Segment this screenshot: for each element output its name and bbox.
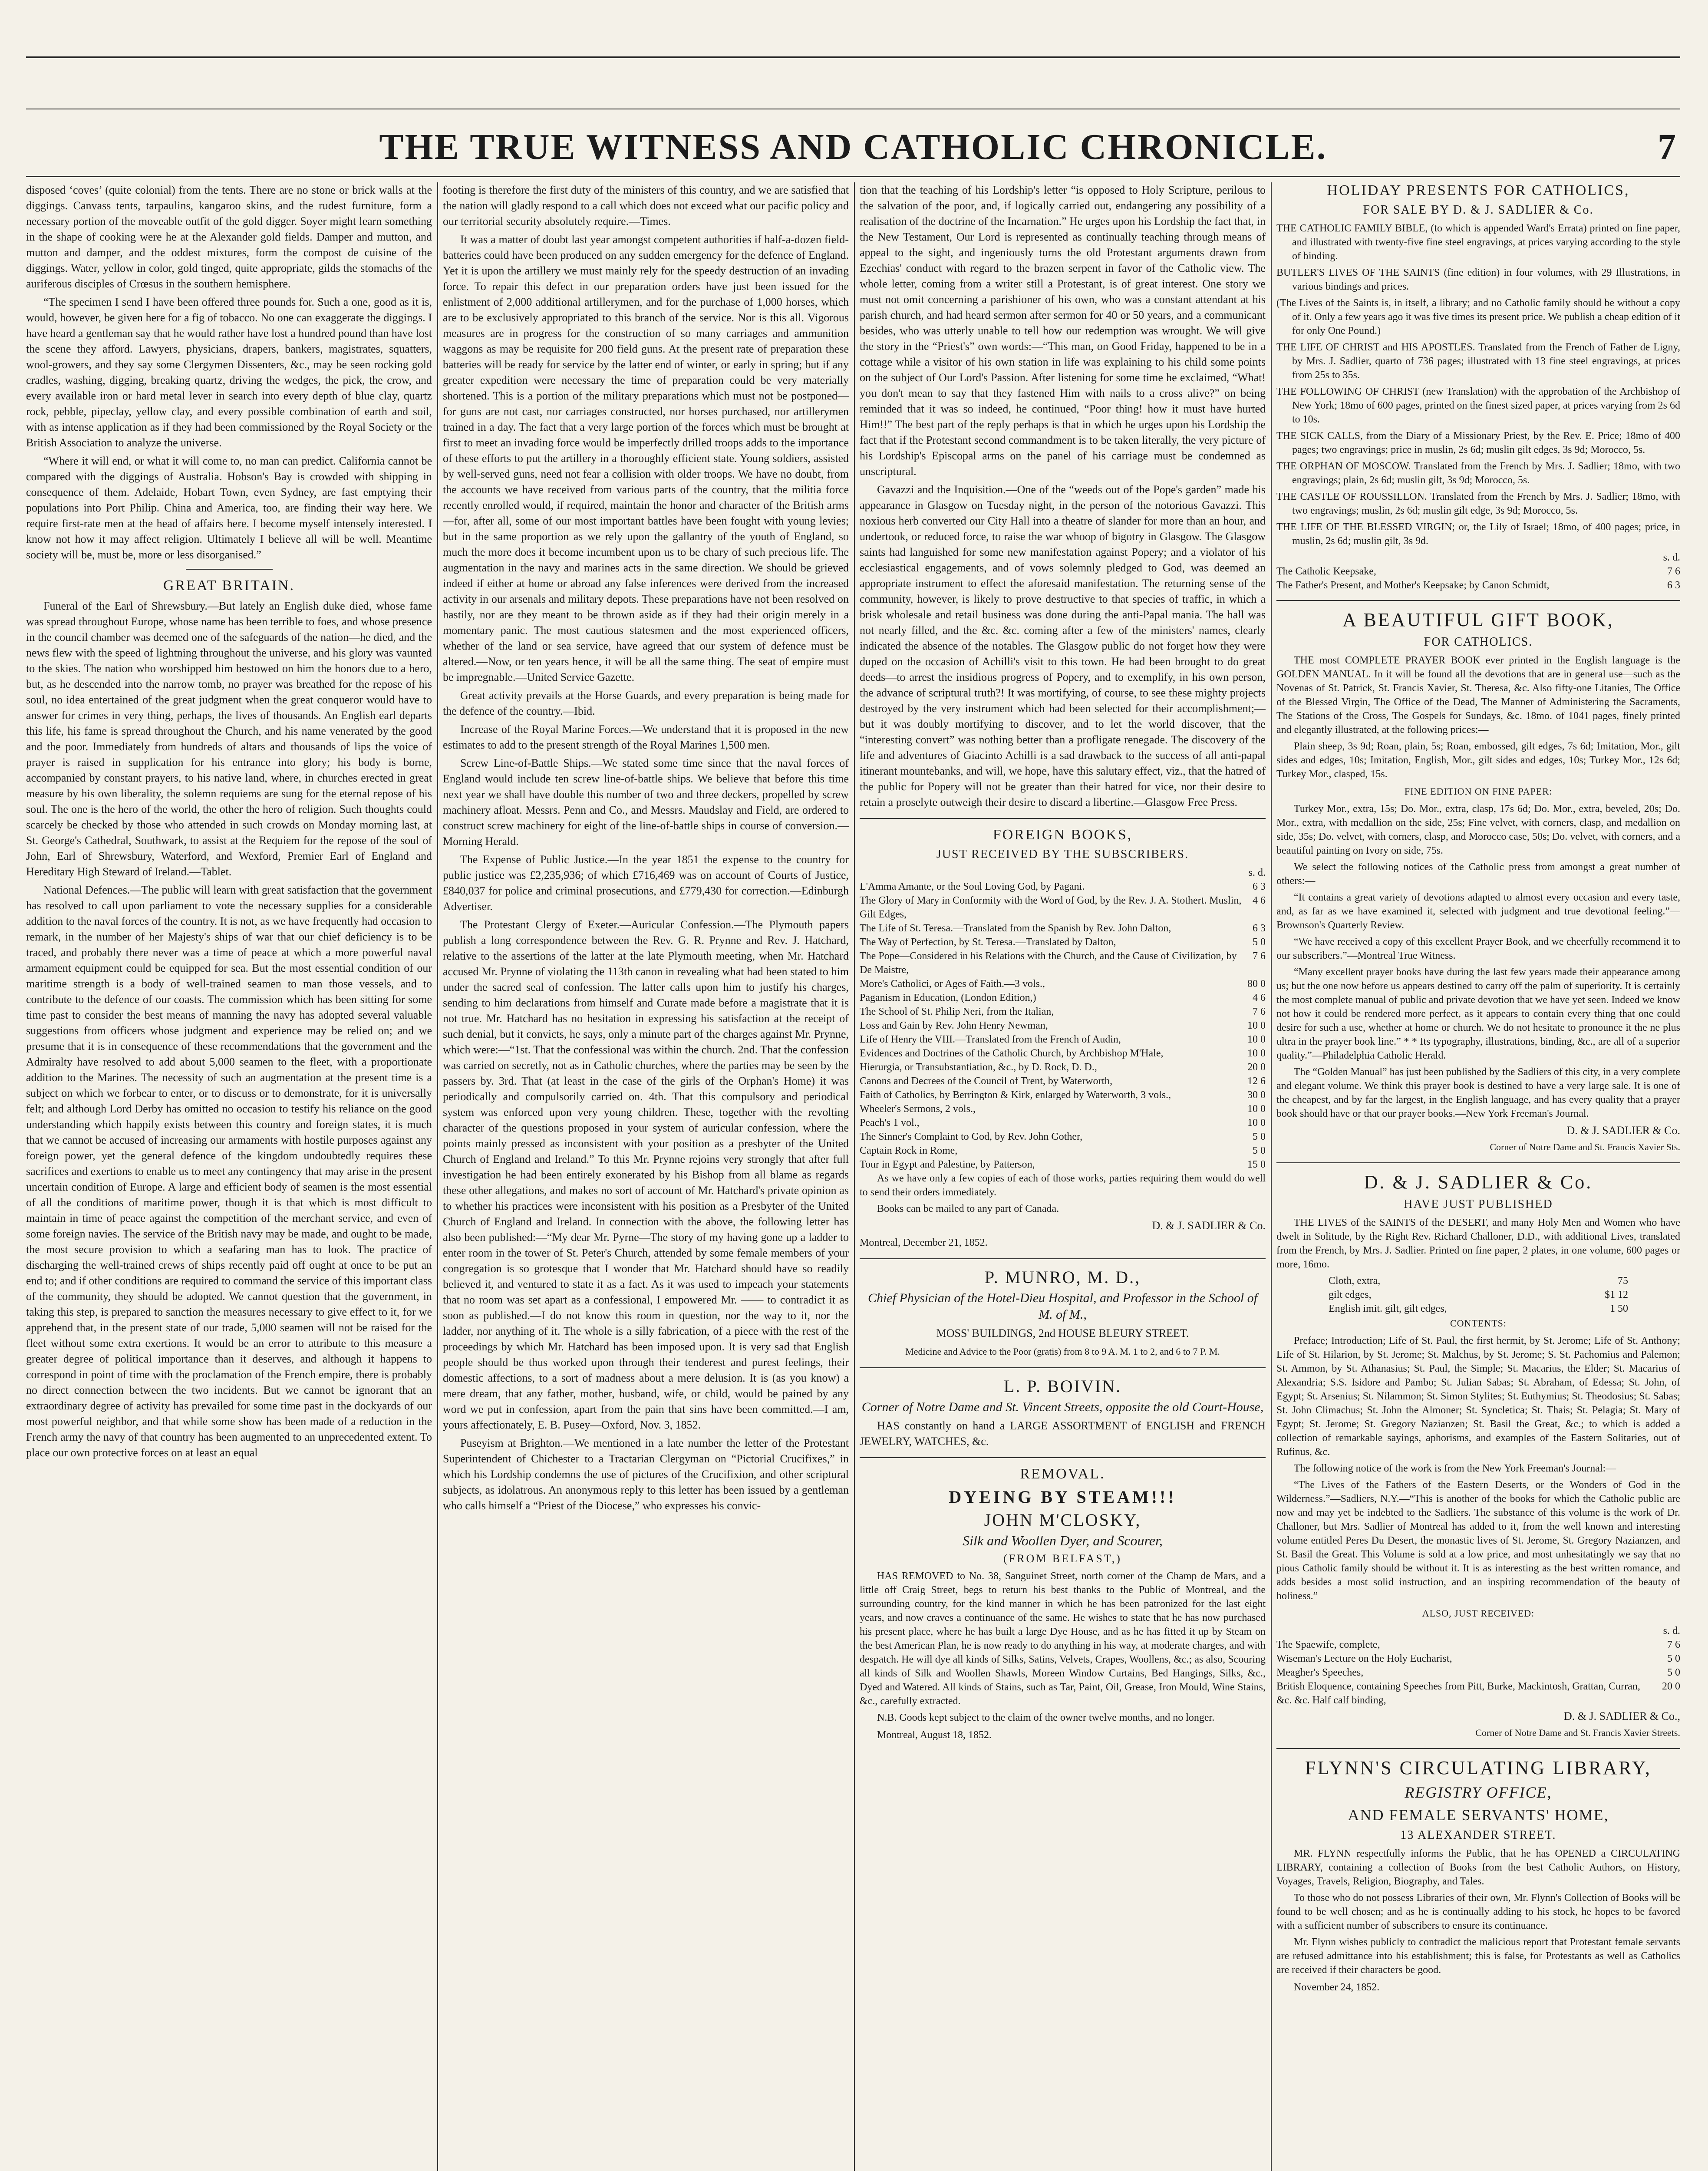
ad-name: JOHN M'CLOSKY, [984,1510,1141,1530]
article-paragraph: The Protestant Clergy of Exeter.—Auricular Confession.—The Plymouth papers publish a long correspondence between the Rev. G. R. Prynne and Rev. J. Hatchard, relative to the assertions of the latter at the late Plymouth meeting, when Mr. Hatchard accused Mr. Prynne of violating the 113th canon in revealing what had been stated to him under the sacred seal of confession. The latter calls upon him to justify his charges, sending to him declarations from himself and Curate made before a magistrate that it is not true. Mr. Hatchard has no hesitation in expressing his satisfaction at the receipt of such denial, but it convicts, he says, only a minute part of the charges against Mr. Prynne, which were:—“1st. That the confessional was within the church. 2nd. That the confession was carried on secretly, not as in Catholic churches, where the parties may be seen by the passers by. 3rd. That (at least in the case of the girls of the Orphan's Home) it was periodically and compulsorily carried on. 4th. That this compulsory and periodical system was enforced upon very young children. These, together with the revolting character of the questions proposed in your system of auricular confession, where the points mainly pressed as inconsistent with your position as a presbyter of the United Church of England and Ireland.” To this Mr. Prynne rejoins very strongly that after full investigation he had been entirely exonerated by his Bishop from all blame as regards these other allegations, and makes no sort of account of Mr. Hatchard's private opinion as to whether his practices were inconsistent with his position as a Presbyter of the United Church of England and Ireland. In connection with the above, the following letter has also been published:—“My dear Mr. Pyrne—The story of my having gone up a ladder to enter room in the tower of St. Peter's Church, attended by some female members of your congregation is so grotesque that I wonder that Mr. Hatchard should have so readily believed it, and ventured to state it as a fact. As it was used to impeach your statements that no room was set apart as a confessional, I empowered Mr. —— to contradict it as soon as published.—I do not know this room in question, nor the way to it, nor the ladder, nor anything of it. The whole is a silly fabrication, of a piece with the rest of the proceedings by which Mr. Hatchard has been imposed upon. It is very sad that English people should be thus worked upon through their tenderest and purest feelings, their domestic affections, to a sort of madness about a mere delusion. It is (as you know) a mere dream, that any father, mother, husband, wife, or child, would be pained by any word we put in confession, apart from the pain that sins have been committed.—I am, yours affectionately, E. B. Pusey—Oxford, Nov. 3, 1852. [443,918,849,1431]
book-entry: THE LIFE OF THE BLESSED VIRGIN; or, the Lily of Israel; 18mo, of 400 pages; price, in muslin, 2s 6d; muslin gilt, 3s 9d. [1276,521,1680,547]
book-entry [860,1130,1266,1144]
review-list [1276,860,1680,1121]
article-paragraph: National Defences.—The public will learn with great satisfaction that the government has resolved to call upon parliament to vote the necessary supplies for a considerable addition to the naval forces of the country. It is not, as we have frequently had occasion to remark, in the number of her Majesty's ships of war that our chief deficiency is to be traced, and probably there never was a time of peace at which a more powerful naval armament equipment could be equipped for sea. But the most essential condition of our maritime strength is a body of well-trained seamen to man those vessels, and to contribute to the defence of our coasts. The commission which has been sitting for some time past to consider the best means of manning the navy has adopted several valuable suggestions from officers whose judgment and experience may be relied on; and we presume that it is in consequence of these recommendations that the government and the Admiralty have resolved to add about 5,000 seamen to the fleet, with a proportionate addition to the Marines. The necessity of such an augmentation at the present time is a subject on which we forbear to enter, or to discuss or to demonstrate, for it is universally felt; and although Lord Derby has omitted no occasion to testify his reliance on the good understanding which happily exists between this country and foreign states, it is much that we cannot be accused of increasing our armaments with hostile purposes against any foreign power, yet the general defence of the kingdom undoubtedly requires these sacrifices and exertions to enable us to meet any contingency that may arise in the present uncertain condition of Europe. A large and efficient body of seamen is the most essential of all the conditions of maritime power, though it is that which is most difficult to maintain in time of peace against the competition of the merchant service, and even of some foreign navies. The service of the British navy may be made, and ought to be made, the most secure provision to which a seafaring man has to look. The practice of discharging the well-trained crews of ships recently paid off ought at once to be put an end to; and if other conditions are required to command the service of this important class of the community, they should be adopted. We cannot question that the government, in taking this step, is prepared to sanction the measures necessary to give effect to it, for we apprehend that, in the present state of our trade, 5,000 seamen will not be raised for the fleet without some extra exertions. It would be an error to attribute to this measure a greater degree of political importance than it deserves, and although it happens to correspond in point of time with the proclamation of the French empire, there is probably no direct connection between the two incidents. But we cannot be ignorant that an extraordinary degree of activity has prevailed for some time past in the dockyards of our most powerful neighbor, and that while some show has been made of a reduction in the French army the navy of that country has been augmented to an unprecedented extent. To place our own protective forces on at least an equal [26,884,432,1459]
book-title: Wheeler's Sermons, 2 vols., [860,1103,976,1115]
book-price: 5 0 [1667,1653,1680,1664]
book-price: $1 12 [1605,1289,1628,1300]
ad-note: As we have only a few copies of each of those works, parties requiring them would do well to send their orders immediately. [860,1173,1266,1198]
ad-trade: Silk and Woollen Dyer, and Scourer, [963,1533,1163,1548]
book-entry [860,880,1266,894]
ad-subheading: AND FEMALE SERVANTS' HOME, [1348,1806,1609,1824]
ad-subheading: JUST RECEIVED BY THE SUBSCRIBERS. [936,848,1189,861]
book-list [1276,564,1680,592]
review-quote: “We have received a copy of this excellent Prayer Book, and we cheerfully recommend it to our subscribers.”—Montreal True Witness. [1276,936,1680,961]
book-list [1276,1638,1680,1707]
book-title: The Way of Perfection, by St. Teresa.—Translated by Dalton, [860,937,1116,948]
ad-dateline: November 24, 1852. [1294,1982,1380,1993]
book-title: The Father's Present, and Mother's Keepsake; by Canon Schmidt, [1276,580,1550,591]
page-number: 7 [1658,127,1676,167]
book-price: 7 6 [1253,1006,1266,1017]
divider [860,818,1266,819]
ad-subheading: FOR SALE BY D. & J. SADLIER & Co. [1363,203,1594,217]
book-price: 5 0 [1253,937,1266,948]
book-title: Meagher's Speeches, [1276,1667,1364,1678]
book-price: 20 0 [1247,1062,1266,1073]
ad-signature: D. & J. SADLIER & Co. [1152,1219,1266,1232]
ad-name: P. MUNRO, M. D., [984,1267,1141,1287]
book-entry [1329,1288,1628,1302]
ad-address: Corner of Notre Dame and St. Francis Xavier Streets. [1475,1727,1680,1738]
book-price: 6 3 [1253,881,1266,892]
book-title: The Sinner's Complaint to God, by Rev. John Gother, [860,1131,1083,1142]
book-entry [860,1144,1266,1158]
ad-body: THE LIVES of the SAINTS of the DESERT, and many Holy Men and Women who have dwelt in Solitude, by the Right Rev. Richard Challoner, D.D., with additional Lives, translated from the French, by Mrs. J. Sadlier. Printed on fine paper, 2 plates, in one volume, 600 pages or more, 16mo. [1276,1217,1680,1270]
book-entry [860,1060,1266,1074]
book-entry [860,949,1266,977]
book-price: 15 0 [1247,1159,1266,1170]
book-entry [860,1019,1266,1033]
book-title: Wiseman's Lecture on the Holy Eucharist, [1276,1653,1452,1664]
book-entry [1276,1652,1680,1666]
masthead [26,126,1680,174]
ad-subheading: FOR CATHOLICS. [1424,635,1533,649]
book-entry: THE ORPHAN OF MOSCOW. Translated from the French by Mrs. J. Sadlier; 18mo, with two engravings; plain, 2s 6d; muslin gilt, 3s 9d; Morocco, 5s. [1276,461,1680,486]
book-entry [1276,1666,1680,1679]
divider [860,1367,1266,1368]
divider [1276,1162,1680,1163]
ad-heading: FLYNN'S CIRCULATING LIBRARY, [1305,1757,1652,1778]
book-entry [860,991,1266,1005]
book-entry [860,1158,1266,1171]
ad-subheading: ALSO, JUST RECEIVED: [1422,1608,1535,1619]
column-rule [854,182,855,2171]
ad-signature: D. & J. SADLIER & Co., [1564,1710,1680,1722]
book-list [1276,221,1680,548]
article-paragraph: “Where it will end, or what it will come to, no man can predict. California cannot be compared with the diggings of Australia. Hobson's Bay is crowded with shipping in consequence of them. Adelaide, Hobart Town, even Sydney, are fast emptying their populations into Port Philip. China and America, too, are finding their way here. We require first-rate men at the head of affairs here. I become myself intensely interested. I know not how it may affect religion. Ultimately I believe all will be well. Meantime society will be, must be, more or less disorganised.” [26,455,432,561]
ad-heading: FOREIGN BOOKS, [992,827,1133,843]
book-title: Hierurgia, or Transubstantiation, &c., by D. Rock, D. D., [860,1062,1097,1073]
book-title: Cloth, extra, [1329,1275,1381,1287]
article-paragraph: “The specimen I send I have been offered three pounds for. Such a one, good as it is, would, however, be given here for a fig of tobacco. No one can exaggerate the diggings. I have heard a gentleman say that he would rather have lost a hundred pound than have lost the scene they afford. Lawyers, physicians, drapers, bankers, magistrates, squatters, wool-growers, and they say some Clergymen Dissenters, &c., may be seen rocking gold cradles, washing, digging, breaking quartz, driving the wedges, the pick, the crow, and every available iron or hard metal lever in search into every depth of blue clay, quartz rock, pebble, pipeclay, yellow clay, and every possible combination of earth and soil, with as intense application as if they had been commissioned by the Royal Society or the British Association to analyze the universe. [26,296,432,449]
ad-address: Corner of Notre Dame and St. Francis Xavier Sts. [1490,1142,1680,1152]
book-entry [860,1005,1266,1019]
article-paragraph: Funeral of the Earl of Shrewsbury.—But lately an English duke died, whose fame was spread throughout Europe, whose name has been terrible to foes, and whose presence in the council chamber was deemed one of the safeguards of the nation—he died, and the news flew with the speed of lightning throughout the universe, and his glory was vaunted to the skies. The nation who worshipped him bestowed on him the honors due to a hero, but, as he descended into the narrow tomb, no prayer was breathed for the repose of his soul, no idea entertained of the great judgment when the great conqueror would have to answer for crimes in very thing, perhaps, the lives of thousands. An English earl departs this life, his fame is spread throughout the Church, and his name venerated by the good and the poor. Immediately from hundreds of altars and thousands of lips the voice of prayer is raised in supplication for his entrance into glory; his body is borne, accompanied by constant prayers, to his native land, where, in churches erected in great measure by his own liberality, the solemn requiems are sung for the eternal repose of his soul. The one is the hero of the world, the other the hero of religion. Such thoughts could scarcely be checked by those who attended in such crowds on Monday morning last, at St. George's Cathedral, Southwark, to assist at the Requiem for the repose of the soul of John, Earl of Shrewsbury, Waterford, and Wexford, Premier Earl of England and Hereditary High Steward of Ireland.—Tablet. [26,600,432,878]
article-paragraph: Great activity prevails at the Horse Guards, and every preparation is being made for the defence of the country.—Ibid. [443,689,849,717]
ad-note: Books can be mailed to any part of Canada. [877,1203,1059,1214]
ad-body: THE most COMPLETE PRAYER BOOK ever printed in the English language is the GOLDEN MANUAL. In it will be found all the devotions that are in general use—such as the Novenas of St. Patrick, St. Francis Xavier, St. Theresa, &c. Also fifty-one Litanies, The Office of the Blessed Virgin, The Office of the Dead, The Manner of Administering the Sacraments, The Stations of the Cross, The Gospels for Sundays, &c. 18mo. of 1041 pages, finely printed and elegantly illustrated, at the following prices:— [1276,655,1680,736]
book-entry [1329,1274,1628,1288]
book-title: Paganism in Education, (London Edition,) [860,992,1036,1003]
book-title: The Pope—Considered in his Relations with the Church, and the Cause of Civilization, by De Maistre, [860,950,1237,976]
book-price: 6 3 [1667,580,1680,591]
book-price: 80 0 [1247,978,1266,990]
book-title: L'Amma Amante, or the Soul Loving God, by Pagani. [860,881,1085,892]
book-title: Loss and Gain by Rev. John Henry Newman, [860,1020,1048,1031]
ad-body: Preface; Introduction; Life of St. Paul, the first hermit, by St. Jerome; Life of St. Anthony; Life of St. Hilarion, by St. Jerome; St. Malchus, by St. Jerome; S. St. Pachomius and Palemon; St. Ammon, by St. Athanasius; St. Paul, the Simple; St. Macarius, the Elder; St. Macarius of Alexandria; S.S. Isidore and Pambo; St. Julian Sabas; St. Abraham, of Edessa; St. John, of Egypt; St. Arsenius; St. Nilammon; St. Simon Stylites; St. Euthymius; St. Theodosius; St. Sabas; St. John Climachus; St. John the Almoner; St. Syncletica; St. Thais; St. Pelagia; St. Mary of Egypt; St. Jerome; St. Gregory Nazianzen; St. Basil the Great, &c.; to which is added a collection of remarkable sayings, aphorisms, and examples of the Eastern Solitaries, out of Rufinus, &c. [1276,1335,1680,1458]
ad-address: 13 ALEXANDER STREET. [1400,1828,1556,1842]
ad-dateline: Montreal, August 18, 1852. [877,1729,992,1741]
ad-prices: Turkey Mor., extra, 15s; Do. Mor., extra, clasp, 17s 6d; Do. Mor., extra, beveled, 20s; Do. Mor., extra, with medallion on the side, 25s; Fine velvet, with corners, clasp, and medallion on side, 35s; Do. velvet, with corners, clasp, and Morocco case, 50s; Do. velvet, with corners, and a beautiful painting on Ivory on side, 75s. [1276,803,1680,856]
book-entry: BUTLER'S LIVES OF THE SAINTS (fine edition) in four volumes, with 29 Illustrations, in various bindings and prices. [1276,267,1680,292]
ad-name: L. P. BOIVIN. [1003,1376,1122,1396]
ad-title: Chief Physician of the Hotel-Dieu Hospital, and Professor in the School of M. of M., [867,1291,1258,1322]
ad-body: The following notice of the work is from the New York Freeman's Journal:— [1294,1463,1616,1474]
book-price: 6 3 [1253,923,1266,934]
price-header: s. d. [1663,1625,1680,1636]
book-entry [860,1074,1266,1088]
book-title: British Eloquence, containing Speeches from Pitt, Burke, Mackintosh, Grattan, Curran, &c. &c. Half calf binding, [1276,1681,1640,1706]
book-entry: THE CASTLE OF ROUSSILLON. Translated from the French by Mrs. J. Sadlier; 18mo, with two engravings; muslin, 2s 6d; muslin gilt edge, 3s 9d; Morocco, 5s. [1276,491,1680,516]
article-paragraph: tion that the teaching of his Lordship's letter “is opposed to Holy Scripture, perilous to the salvation of the poor, and, if logically carried out, endangering any possibility of a realisation of the doctrine of the Incarnation.” He urges upon his Lordship the fact that, in the New Testament, Our Lord is represented as continually teaching through means of appeal to the sight, and ingeniously turns the old Protestant arguments drawn from Ezechias' conduct with regard to the brazen serpent in favor of the Catholic view. The whole letter, coming from a writer still a Protestant, is of great interest. One story we must not omit concerning a parishioner of his own, who was a constant attendant at his parish church, and had heard sermon after sermon for 40 or 50 years, and a communicant besides, who was utterly unable to tell how our redemption was wrought. We will give the story in the “Priest's” own words:—“This man, on Good Friday, happened to be in a cottage while a visitor of his own station in life was explaining to his child some points on the subject of Our Lord's Passion. After listening for some time he exclaimed, “What! you don't mean to say that they fastened Him with nails to a cross alive?” on being reminded that it was so indeed, he continued, “Poor thing! how it must have hurted Him!!” The best part of the reply perhaps is that in which he urges upon his Lordship the fact that if the Protestant second commandment is to be taken literally, the very picture of his Lordship's Episcopal arms on the panel of his carriage must be condemned as unscriptural. [860,184,1266,478]
book-price: 7 6 [1253,950,1266,962]
book-price: 30 0 [1247,1089,1266,1101]
section-heading: GREAT BRITAIN. [163,577,295,594]
column-3 [860,182,1266,2171]
book-entry: THE SICK CALLS, from the Diary of a Missionary Priest, by the Rev. E. Price; 18mo of 400 pages; two engravings; price in muslin, 2s 6d; muslin gilt edges, 3s 9d; Morocco, 5s. [1276,430,1680,455]
book-entry [860,1116,1266,1130]
article-paragraph: It was a matter of doubt last year amongst competent authorities if half-a-dozen field-batteries could have been produced on any sudden emergency for the defence of England. Yet it is upon the artillery we must mainly rely for the speedy destruction of an invading force. To repair this defect in our preparation orders have just been issued for the enlistment of 2,000 additional artillerymen, and for the purchase of 1,000 horses, which are to be exclusively appropriated to this branch of the service. Nor is this all. Vigorous measures are in progress for the construction of so many carriages and ammunition waggons as may be requisite for 200 field guns. At the present rate of preparation these batteries will be ready for service by the latter end of winter, or early in spring; but if any greater expedition were necessary the time of preparation could be very materially shortened. This is a portion of the military preparations which must not be postponed—for guns are not cast, nor carriages constructed, nor horses purchased, nor artillerymen trained in a day. The fact that a very large portion of the forces which must be brought at first to meet an invading force would be imperfectly drilled troops adds to the importance of these efforts to put the artillery in a thoroughly efficient state. Young soldiers, assisted by well-served guns, need not fear a collision with older troops. We have no doubt, from the accounts we have received from various parts of the country, that the militia force recently enrolled would, if required, maintain the honor and character of the British arms—for, after all, some of our most important battles have been fought with young levies; but in the same proportion as we rely upon the gallantry of the youth of England, so much the more does it become incumbent upon us to be chary of such precious life. The augmentation in the navy and marines acts in the same direction. We should be grieved indeed if either at home or abroad any false inferences were derived from the increased activity in our arsenals and military depots. These preparations have not been resolved on hastily, nor are they meant to be thrown aside as if they had their origin merely in a momentary panic. The most cautious statesmen and the most experienced officers, whether of the land or sea service, have agreed that our system of defence must be altered.—Now, or ten years hence, it will be all the same thing. The seat of empire must be impregnable.—United Service Gazette. [443,233,849,683]
book-price: 4 6 [1253,895,1266,906]
ad-heading: A BEAUTIFUL GIFT BOOK, [1342,609,1614,630]
book-entry: THE FOLLOWING OF CHRIST (new Translation) with the approbation of the Archbishop of New York; 18mo of 600 pages, printed on the finest sized paper, at prices varying from 2s 6d to 10s. [1276,386,1680,425]
ad-from: (FROM BELFAST,) [1003,1552,1122,1565]
book-entry [860,894,1266,921]
book-title: Canons and Decrees of the Council of Trent, by Waterworth, [860,1076,1113,1087]
book-entry [860,977,1266,991]
ad-hours: Medicine and Advice to the Poor (gratis) from 8 to 9 A. M. 1 to 2, and 6 to 7 P. M. [905,1346,1220,1357]
ad-body: “The Lives of the Fathers of the Eastern Deserts, or the Wonders of God in the Wilderness.”—Sadliers, N.Y.—“This is another of the books for which the Catholic public are now and may yet be indebted to the Sadliers. The substance of this volume is the work of Dr. Challoner, but Mrs. Sadlier of Montreal has added to it, from the well known and interesting volume entitled Peres Du Desert, the monastic lives of St. Jerome, St. Gregory Nazianzen, and St. Basil the Great. This Volume is sold at a low price, and most unhesitatingly we say that no pious Catholic family should be without it. It is as interesting as the best written romance, and adds besides a most solid instruction, and an inspiring recommendation of the beauty of holiness.” [1276,1479,1680,1602]
ad-address: Corner of Notre Dame and St. Vincent Streets, opposite the old Court-House, [861,1400,1264,1414]
book-title: gilt edges, [1329,1289,1372,1300]
ad-body: MR. FLYNN respectfully informs the Public, that he has OPENED a CIRCULATING LIBRARY, containing a collection of Books from the best Catholic Authors, on History, Voyages, Travels, Religion, Biography, and Tales. [1276,1848,1680,1887]
ad-subheading: CONTENTS: [1450,1318,1507,1329]
book-title: The Spaewife, complete, [1276,1639,1380,1650]
book-price: 5 0 [1253,1145,1266,1156]
ad-address: MOSS' BUILDINGS, 2nd HOUSE BLEURY STREET. [936,1327,1189,1340]
review-quote: The “Golden Manual” has just been published by the Sadliers of this city, in a very complete and elegant volume. We think this prayer book is destined to have a very large sale. It is one of the cheapest, and by far the largest, in the English language, and has every quality that a prayer book should have or that our prayer books.—New York Freeman's Journal. [1276,1066,1680,1119]
article-paragraph: Puseyism at Brighton.—We mentioned in a late number the letter of the Protestant Superintendent of Chichester to a Tractarian Clergyman on “Pictorial Crucifixes,” in which his Lordship condemns the use of pictures of the Crucifixion, and other scriptural subjects, as idolatrous. An anonymous reply to this letter has been issued by a gentleman who calls himself a “Priest of the Diocese,” who expresses his convic- [443,1437,849,1512]
divider [860,1258,1266,1259]
price-list [1276,1274,1680,1316]
ad-body: HAS constantly on hand a LARGE ASSORTMENT of ENGLISH and FRENCH JEWELRY, WATCHES, &c. [860,1419,1266,1448]
book-price: 5 0 [1667,1667,1680,1678]
book-price: 10 0 [1247,1117,1266,1128]
masthead-rule [26,176,1680,177]
top-rule [26,56,1680,58]
book-title: Faith of Catholics, by Berrington & Kirk, enlarged by Waterworth, 3 vols., [860,1089,1171,1101]
book-entry [860,1046,1266,1060]
ad-body: Mr. Flynn wishes publicly to contradict the malicious report that Protestant female servants are refused admittance into his establishment; this is false, for Protestants as well as Catholics are received if their characters be good. [1276,1937,1680,1976]
ad-heading: D. & J. SADLIER & Co. [1364,1171,1593,1193]
book-entry [1276,578,1680,592]
book-title: More's Catholici, or Ages of Faith.—3 vols., [860,978,1045,990]
book-price: 10 0 [1247,1034,1266,1045]
book-entry: THE CATHOLIC FAMILY BIBLE, (to which is appended Ward's Errata) printed on fine paper, and illustrated with twenty-five fine steel engravings, at prices varying according to the style of binding. [1276,223,1680,262]
book-entry [1329,1302,1628,1316]
price-header: s. d. [1248,867,1266,878]
column-2 [443,182,849,2171]
book-price: 20 0 [1662,1681,1680,1692]
divider [1276,600,1680,601]
book-title: Life of Henry the VIII.—Translated from the French of Audin, [860,1034,1121,1045]
review-quote: “Many excellent prayer books have during the last few years made their appearance among us; but the one now before us appears destined to carry off the palm of superiority. It is certainly the most complete manual of public and private devotion that we have yet seen. Indeed we know not how it could be rendered more perfect, as it appears to contain every thing that one could desire for such a use, whether at home or church. We do not hesitate to pronounce it the ne plus ultra in the prayer book line.” * * Its typography, illustrations, binding, &c., are all of a superior quality.”—Philadelphia Catholic Herald. [1276,967,1680,1061]
book-entry [1276,564,1680,578]
book-title: The School of St. Philip Neri, from the Italian, [860,1006,1054,1017]
book-price: 7 6 [1667,566,1680,577]
book-title: English imit. gilt, gilt edges, [1329,1303,1447,1314]
ad-subheading: REGISTRY OFFICE, [1405,1784,1552,1801]
article-paragraph: Screw Line-of-Battle Ships.—We stated some time since that the naval forces of England would include ten screw line-of-battle ships. We believe that before this time next year we shall have double this number of two and three deckers, propelled by screw machinery afloat. Messrs. Penn and Co., and Messrs. Maudslay and Field, are ordered to construct screw machinery for eight of the line-of-battle ships in course of conversion.—Morning Herald. [443,757,849,848]
divider [860,1457,1266,1458]
ad-prices: Plain sheep, 3s 9d; Roan, plain, 5s; Roan, embossed, gilt edges, 7s 6d; Imitation, Mor., gilt sides and edges, 10s; Imitation, English, Mor., gilt sides and edges, 10s; Turkey Mor., 12s 6d; Turkey Mor., clasped, 15s. [1276,741,1680,780]
review-quote: We select the following notices of the Catholic press from amongst a great number of others:— [1276,861,1680,887]
book-price: 4 6 [1253,992,1266,1003]
ad-body: HAS REMOVED to No. 38, Sanguinet Street, north corner of the Champ de Mars, and a little off Craig Street, begs to return his best thanks to the Public of Montreal, and the surrounding country, for the kind manner in which he has been patronized for the last eight years, and now craves a continuance of the same. He wishes to state that he has now purchased his present place, where he has built a large Dye House, and as he has fitted it up by Steam on the best American Plan, he is now ready to do anything in his way, at moderate charges, and with despatch. He will dye all kinds of Silks, Satins, Velvets, Crapes, Woollens, &c.; as also, Scouring all kinds of Silk and Woollen Shawls, Moreen Window Curtains, Bed Hangings, Silks, &c., Dyed and Watered. All kinds of Stains, such as Tar, Paint, Oil, Grease, Iron Mould, Wine Stains, &c., carefully extracted. [860,1571,1266,1707]
ad-dateline: Montreal, December 21, 1852. [860,1237,988,1248]
book-price: 10 0 [1247,1103,1266,1115]
book-title: The Glory of Mary in Conformity with the Word of God, by the Rev. J. A. Stothert. Muslin, Gilt Edges, [860,895,1242,920]
book-price: 75 [1618,1275,1628,1287]
book-title: The Catholic Keepsake, [1276,566,1376,577]
price-header: s. d. [1663,552,1680,563]
book-title: Evidences and Doctrines of the Catholic Church, by Archbishop M'Hale, [860,1048,1164,1059]
book-title: Captain Rock in Rome, [860,1145,958,1156]
column-rule [437,182,438,2171]
book-entry [1276,1638,1680,1652]
book-entry [860,935,1266,949]
book-title: Tour in Egypt and Palestine, by Patterson, [860,1159,1035,1170]
ad-note: N.B. Goods kept subject to the claim of the owner twelve months, and no longer. [877,1712,1215,1723]
book-price: 1 50 [1610,1303,1628,1314]
ad-subheading: FINE EDITION ON FINE PAPER: [1404,786,1553,797]
ad-subheading: HAVE JUST PUBLISHED [1404,1198,1553,1211]
column-1 [26,182,432,2171]
book-entry [860,1102,1266,1116]
newspaper-title: THE TRUE WITNESS AND CATHOLIC CHRONICLE. [379,127,1327,167]
column-4 [1276,182,1680,2171]
book-entry [860,1088,1266,1102]
divider [186,569,273,570]
book-entry: (The Lives of the Saints is, in itself, a library; and no Catholic family should be without a copy of it. Only a few years ago it was five times its present price. We publish a cheap edition of it for only One Pound.) [1276,297,1680,337]
ad-display: DYEING BY STEAM!!! [949,1487,1177,1507]
book-price: 5 0 [1253,1131,1266,1142]
newspaper-page [26,17,1680,2171]
book-entry [1276,1679,1680,1707]
book-price: 12 6 [1247,1076,1266,1087]
article-paragraph: Gavazzi and the Inquisition.—One of the “weeds out of the Pope's garden” made his appearance in Glasgow on Tuesday night, in the person of the notorious Gavazzi. This noxious herb converted our City Hall into a theatre of slander for more than an hour, and undertook, or reduced force, to raise the war whoop of bigotry in Glasgow. The Glasgow saints had languished for some new manifestation against Popery; and a violator of his ecclesiastical engagements, and of vows solemnly pledged to God, was deemed an appropriate instrument to effect the aforesaid manifestation. The returning sense of the community, however, is likely to prove destructive to that species of traffic, in which a brisk wholesale and retail business was done during the anti-Papal mania. The hall was not nearly filled, and the &c. &c. coming after a few of the ministers' names, clearly indicated the absence of the notables. The Glasgow public do not forget how they were duped on the occasion of Achilli's visit to this town. He had been brought to do great deeds—to arrest the insidious progress of Popery, and to exemplify, in his own person, the advance of scriptural truth?! It was mortifying, of course, to see these mighty projects destroyed by the very instrument which had been selected for their accomplishment;—but it was doubly mortifying to discover, and to let the world discover, that the “interesting convert” was nothing better than a profligate renegade. The discovery of the life and adventures of Giacinto Achilli is a sad drawback to the success of all anti-papal itinerant mountebanks, and will, we hope, have this salutary effect, viz., that the hatred of the public for Popery will not be greater than their hatred for vice, nor their desire to retain a proselyte outweigh their desire to discard a libertine.—Glasgow Free Press. [860,483,1266,808]
ad-heading: REMOVAL. [1020,1466,1105,1482]
ad-body: To those who do not possess Libraries of their own, Mr. Flynn's Collection of Books will be found to be well chosen; and as he is continually adding to his stock, he hopes to be favored with a sufficient number of subscribers to ensure its continuance. [1276,1892,1680,1931]
book-title: Peach's 1 vol., [860,1117,920,1128]
article-paragraph: Increase of the Royal Marine Forces.—We understand that it is proposed in the new estimates to add to the present strength of the Royal Marines 1,500 men. [443,723,849,751]
review-quote: “It contains a great variety of devotions adapted to almost every occasion and every taste, and, as far as we have examined it, selected with judgment and true devotional feeling.”—Brownson's Quarterly Review. [1276,892,1680,931]
article-paragraph: disposed ‘coves’ (quite colonial) from the tents. There are no stone or brick walls at the diggings. Canvass tents, tarpaulins, kangaroo skins, and the rudest furniture, form a necessary portion of the moveable outfit of the gold digger. Soyer might learn something in the shape of cooking were he at the Alexander gold fields. Damper and mutton, and mutton and damper, and the oddest mixtures, form the compost de cuisine of the diggings. Water, yellow in color, gold tinged, quite appropriate, gilds the stomachs of the auriferous disciples of Crœsus in the southern hemisphere. [26,184,432,290]
book-entry [860,1033,1266,1046]
article-paragraph: footing is therefore the first duty of the ministers of this country, and we are satisfied that the nation will gladly respond to a call which does not exceed what our pacific policy and our territorial security absolutely require.—Times. [443,184,849,228]
book-title: The Life of St. Teresa.—Translated from the Spanish by Rev. John Dalton, [860,923,1171,934]
book-list [860,880,1266,1171]
article-paragraph: The Expense of Public Justice.—In the year 1851 the expense to the country for public justice was £2,235,936; of which £716,469 was on account of Courts of Justice, £840,037 for police and criminal prosecutions, and £779,430 for correction.—Edinburgh Advertiser. [443,853,849,913]
book-entry [860,921,1266,935]
book-price: 7 6 [1667,1639,1680,1650]
book-price: 10 0 [1247,1048,1266,1059]
column-rule [1271,182,1272,2171]
book-entry: THE LIFE OF CHRIST and HIS APOSTLES. Translated from the French of Father de Ligny, by Mrs. J. Sadlier, quarto of 736 pages; illustrated with 13 fine steel engravings, at prices from 25s to 35s. [1276,342,1680,381]
divider [1276,1748,1680,1749]
ad-heading: HOLIDAY PRESENTS FOR CATHOLICS, [1327,182,1630,198]
ad-signature: D. & J. SADLIER & Co. [1566,1124,1680,1137]
book-price: 10 0 [1247,1020,1266,1031]
